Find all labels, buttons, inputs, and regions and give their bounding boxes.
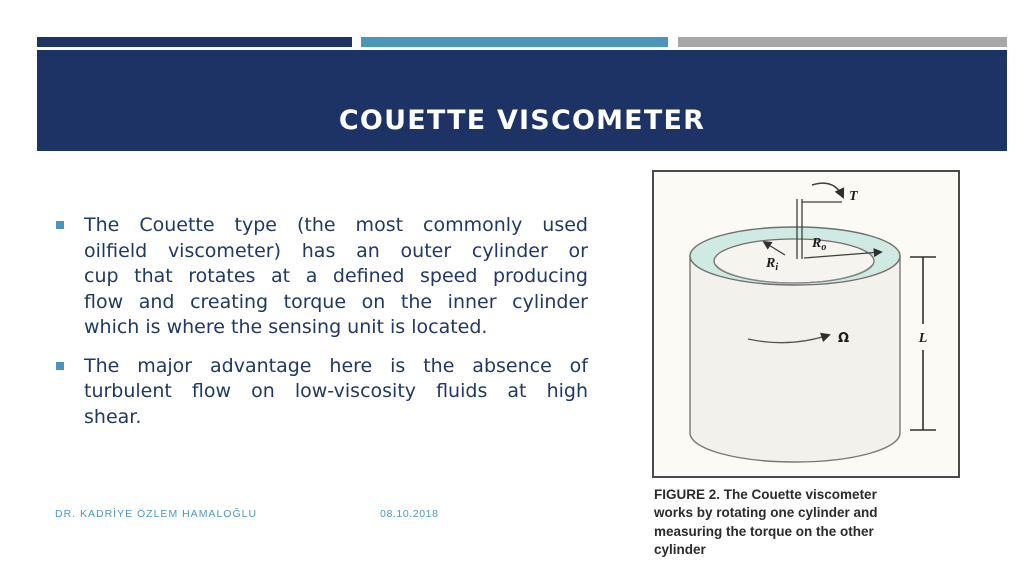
bullet-1-line: which is where the sensing unit is located.: [84, 316, 488, 338]
inner-radius-sub: i: [775, 262, 779, 273]
bullet-2-line: The major advantage here is the absence of: [84, 354, 588, 377]
bullet-1-text: [84, 213, 588, 341]
figure-caption-line: measuring the torque on the other: [654, 523, 874, 539]
couette-viscometer-diagram: [654, 172, 958, 476]
figure-caption: [654, 486, 956, 560]
bullet-item-1: [56, 213, 588, 341]
footer-author: DR. KADRİYE ÖZLEM HAMALOĞLU: [55, 508, 258, 520]
outer-radius-base: R: [812, 236, 822, 251]
torque-label: T: [849, 189, 858, 204]
bullet-1-line: flow and creating torque on the inner cylinder: [84, 290, 588, 313]
slide-title: COUETTE VISCOMETER: [338, 105, 706, 136]
footer-date: 08.10.2018: [380, 508, 439, 520]
torque-arrow: [812, 183, 843, 197]
bullet-1-line: oilfield viscometer) has an outer cylinder or: [84, 239, 588, 262]
outer-cylinder: [690, 256, 900, 462]
length-label: L: [918, 331, 928, 346]
accent-bar-blue: [361, 37, 668, 47]
accent-bar-navy: [37, 37, 352, 47]
bullet-item-2: [56, 354, 588, 431]
bullet-2-line: turbulent flow on low-viscosity fluids at high: [84, 380, 588, 402]
bullet-1-line: cup that rotates at a defined speed producing: [84, 265, 588, 287]
bullet-2-line: shear.: [84, 405, 142, 428]
bullet-2-text: [84, 354, 588, 431]
figure-caption-line: works by rotating one cylinder and: [654, 505, 878, 521]
outer-radius-sub: o: [821, 242, 827, 253]
figure-caption-label: FIGURE 2.: [654, 487, 721, 502]
figure-image-frame: [652, 170, 960, 478]
figure-caption-line: [654, 486, 956, 504]
bullet-square-icon: [56, 221, 64, 229]
inner-radius-base: R: [766, 256, 776, 271]
figure-caption-line: cylinder: [654, 542, 706, 558]
bullet-1-line: The Couette type (the most commonly used: [84, 214, 588, 236]
bullet-square-icon: [56, 362, 64, 370]
body-content: [56, 213, 588, 430]
accent-bar-gray: [678, 37, 1007, 47]
title-band: [37, 50, 1007, 151]
figure-caption-text: The Couette viscometer: [723, 487, 877, 502]
omega-label: Ω: [838, 331, 850, 346]
